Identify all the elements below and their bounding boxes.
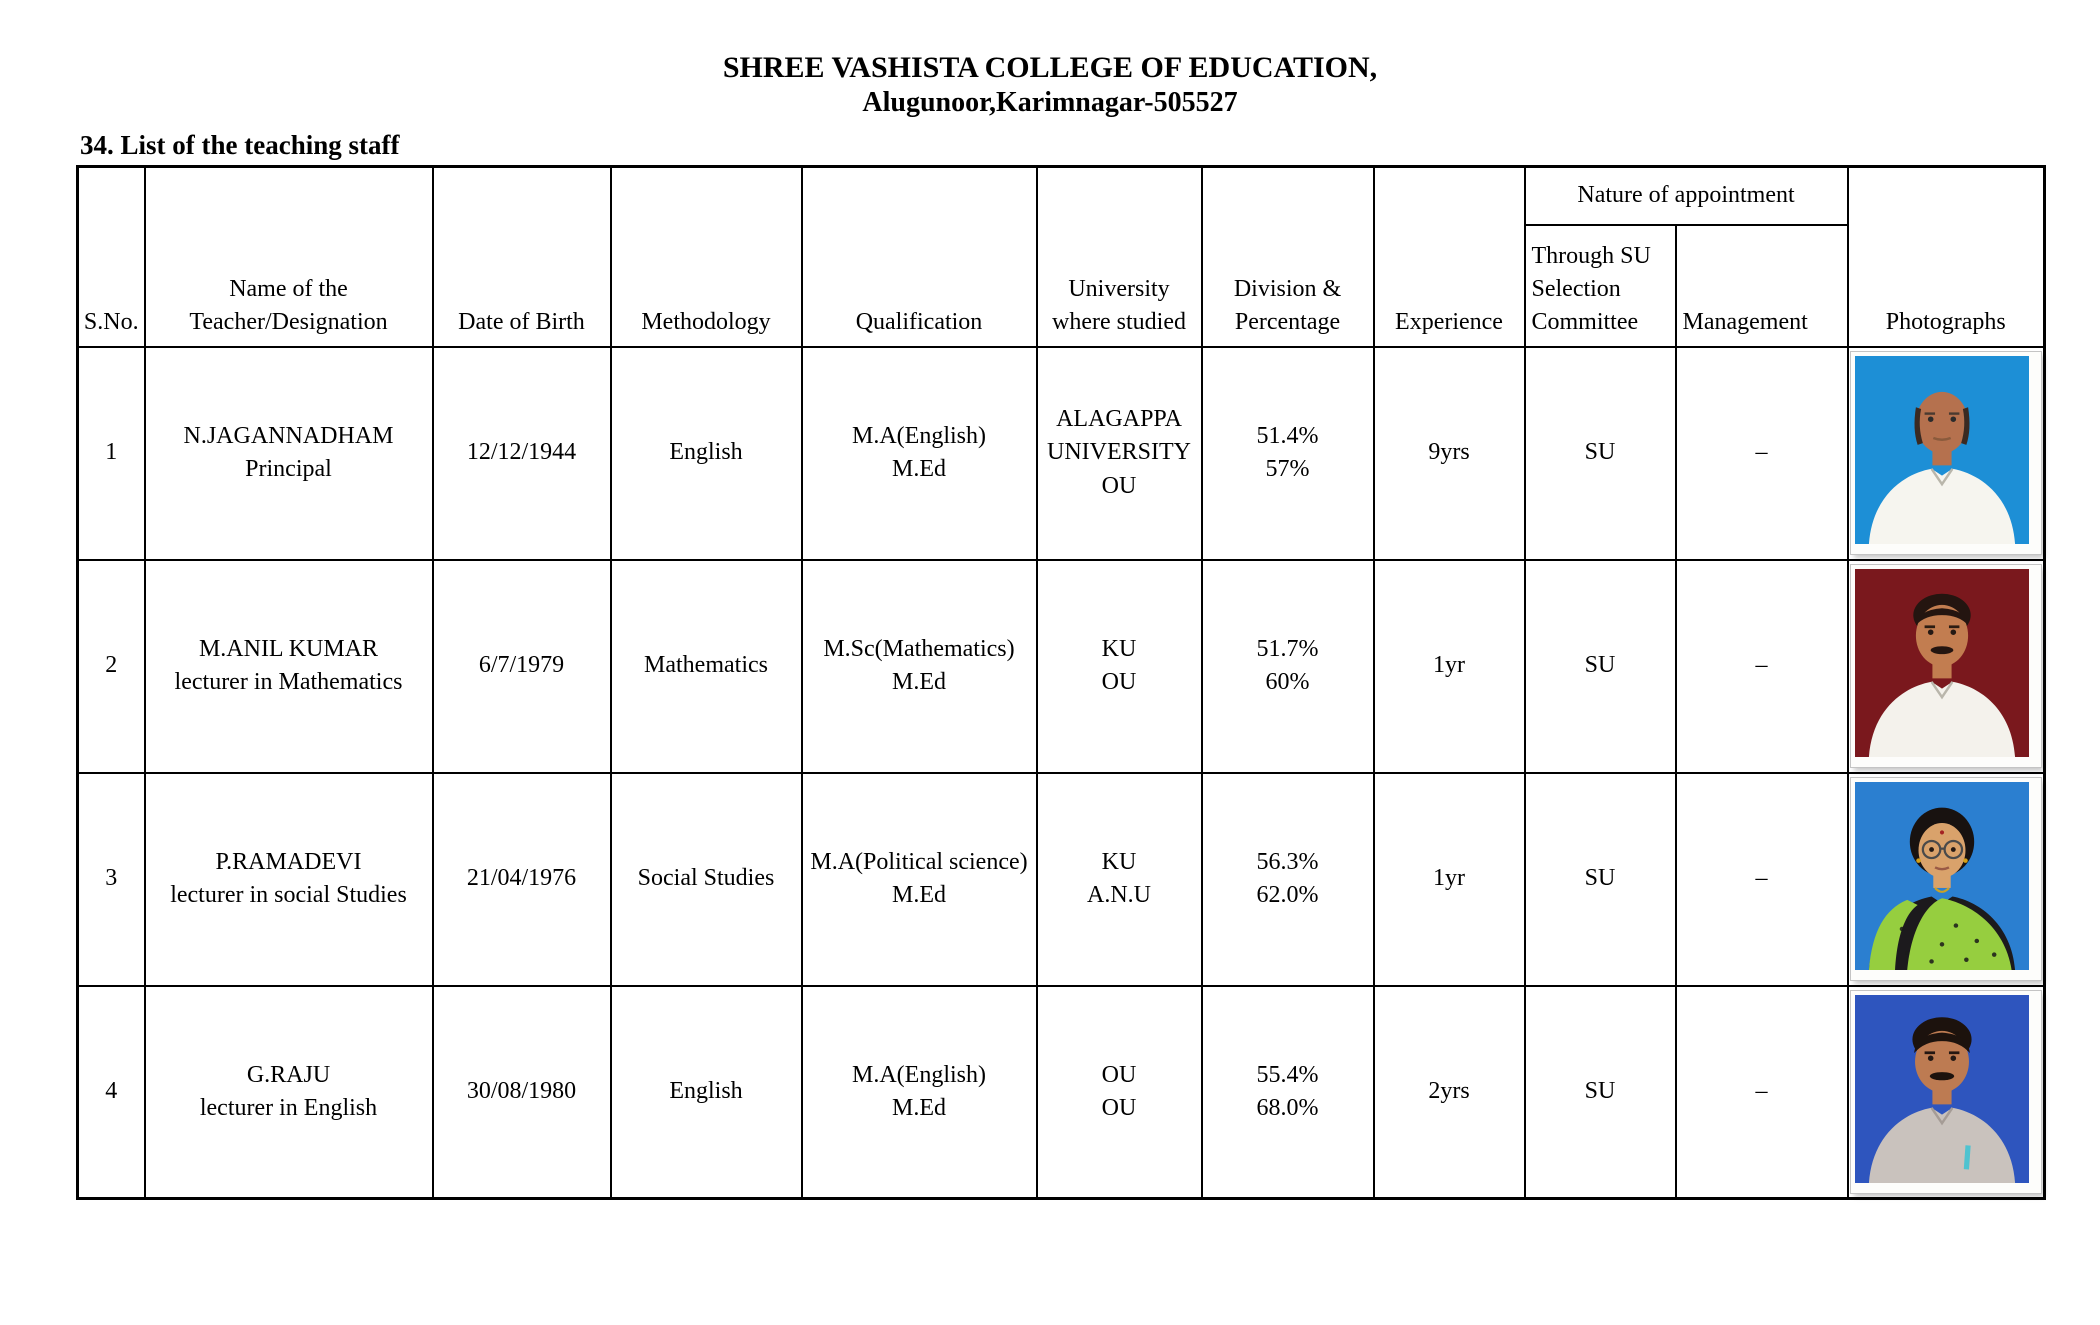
header-methodology: Methodology	[611, 167, 802, 347]
cell-management: –	[1676, 986, 1848, 1199]
photo-man-mustache-icon	[1855, 569, 2029, 757]
teacher-photo	[1851, 991, 2041, 1193]
cell-through-su: SU	[1525, 773, 1676, 986]
cell-methodology: English	[611, 347, 802, 560]
photo-woman-glasses-icon	[1855, 782, 2029, 970]
table-row	[78, 347, 2045, 560]
section-title: 34. List of the teaching staff	[80, 130, 400, 160]
cell-methodology: Mathematics	[611, 560, 802, 773]
cell-qualification: M.A(Political science) M.Ed	[802, 773, 1037, 986]
cell-management: –	[1676, 347, 1848, 560]
cell-experience: 1yr	[1374, 773, 1525, 986]
header-through-su-selection-committee: Through SU Selection Committee	[1525, 225, 1676, 347]
college-name: SHREE VASHISTA COLLEGE OF EDUCATION,	[722, 51, 1378, 84]
cell-methodology: Social Studies	[611, 773, 802, 986]
header-division-percentage: Division & Percentage	[1202, 167, 1374, 347]
cell-dob: 21/04/1976	[433, 773, 611, 986]
college-address: Alugunoor,Karimnagar-505527	[862, 87, 1238, 118]
cell-dob: 12/12/1944	[433, 347, 611, 560]
cell-teacher-name: M.ANIL KUMAR lecturer in Mathematics	[145, 560, 433, 773]
cell-division-percentage: 56.3% 62.0%	[1202, 773, 1374, 986]
teaching-staff-table	[76, 165, 2046, 1200]
cell-management: –	[1676, 773, 1848, 986]
table-row	[78, 986, 2045, 1199]
cell-university: KU OU	[1037, 560, 1202, 773]
cell-sno: 2	[78, 560, 145, 773]
cell-division-percentage: 51.7% 60%	[1202, 560, 1374, 773]
header-photographs: Photographs	[1848, 167, 2045, 347]
cell-experience: 2yrs	[1374, 986, 1525, 1199]
cell-division-percentage: 55.4% 68.0%	[1202, 986, 1374, 1199]
cell-teacher-name: P.RAMADEVI lecturer in social Studies	[145, 773, 433, 986]
header-qualification: Qualification	[802, 167, 1037, 347]
cell-dob: 30/08/1980	[433, 986, 611, 1199]
header-name: Name of the Teacher/Designation	[145, 167, 433, 347]
cell-methodology: English	[611, 986, 802, 1199]
teacher-photo	[1851, 778, 2041, 980]
cell-sno: 3	[78, 773, 145, 986]
photo-elderly-man-icon	[1855, 356, 2029, 544]
header-dob: Date of Birth	[433, 167, 611, 347]
cell-qualification: M.Sc(Mathematics) M.Ed	[802, 560, 1037, 773]
header-university: University where studied	[1037, 167, 1202, 347]
photo-man-grey-shirt-icon	[1855, 995, 2029, 1183]
teacher-photo	[1851, 565, 2041, 767]
cell-management: –	[1676, 560, 1848, 773]
cell-qualification: M.A(English) M.Ed	[802, 986, 1037, 1199]
cell-sno: 1	[78, 347, 145, 560]
cell-dob: 6/7/1979	[433, 560, 611, 773]
cell-sno: 4	[78, 986, 145, 1199]
header-experience: Experience	[1374, 167, 1525, 347]
header-sno: S.No.	[78, 167, 145, 347]
cell-photograph	[1848, 773, 2045, 986]
cell-through-su: SU	[1525, 347, 1676, 560]
document-header	[0, 50, 2100, 120]
cell-photograph	[1848, 347, 2045, 560]
cell-through-su: SU	[1525, 560, 1676, 773]
header-nature-of-appointment: Nature of appointment	[1525, 167, 1848, 225]
cell-teacher-name: G.RAJU lecturer in English	[145, 986, 433, 1199]
cell-qualification: M.A(English) M.Ed	[802, 347, 1037, 560]
cell-university: KU A.N.U	[1037, 773, 1202, 986]
cell-experience: 1yr	[1374, 560, 1525, 773]
cell-division-percentage: 51.4% 57%	[1202, 347, 1374, 560]
cell-teacher-name: N.JAGANNADHAM Principal	[145, 347, 433, 560]
table-row	[78, 560, 2045, 773]
table-row	[78, 773, 2045, 986]
teacher-photo	[1851, 352, 2041, 554]
cell-university: OU OU	[1037, 986, 1202, 1199]
cell-photograph	[1848, 560, 2045, 773]
cell-photograph	[1848, 986, 2045, 1199]
header-management: Management	[1676, 225, 1848, 347]
cell-experience: 9yrs	[1374, 347, 1525, 560]
cell-university: ALAGAPPA UNIVERSITY OU	[1037, 347, 1202, 560]
cell-through-su: SU	[1525, 986, 1676, 1199]
